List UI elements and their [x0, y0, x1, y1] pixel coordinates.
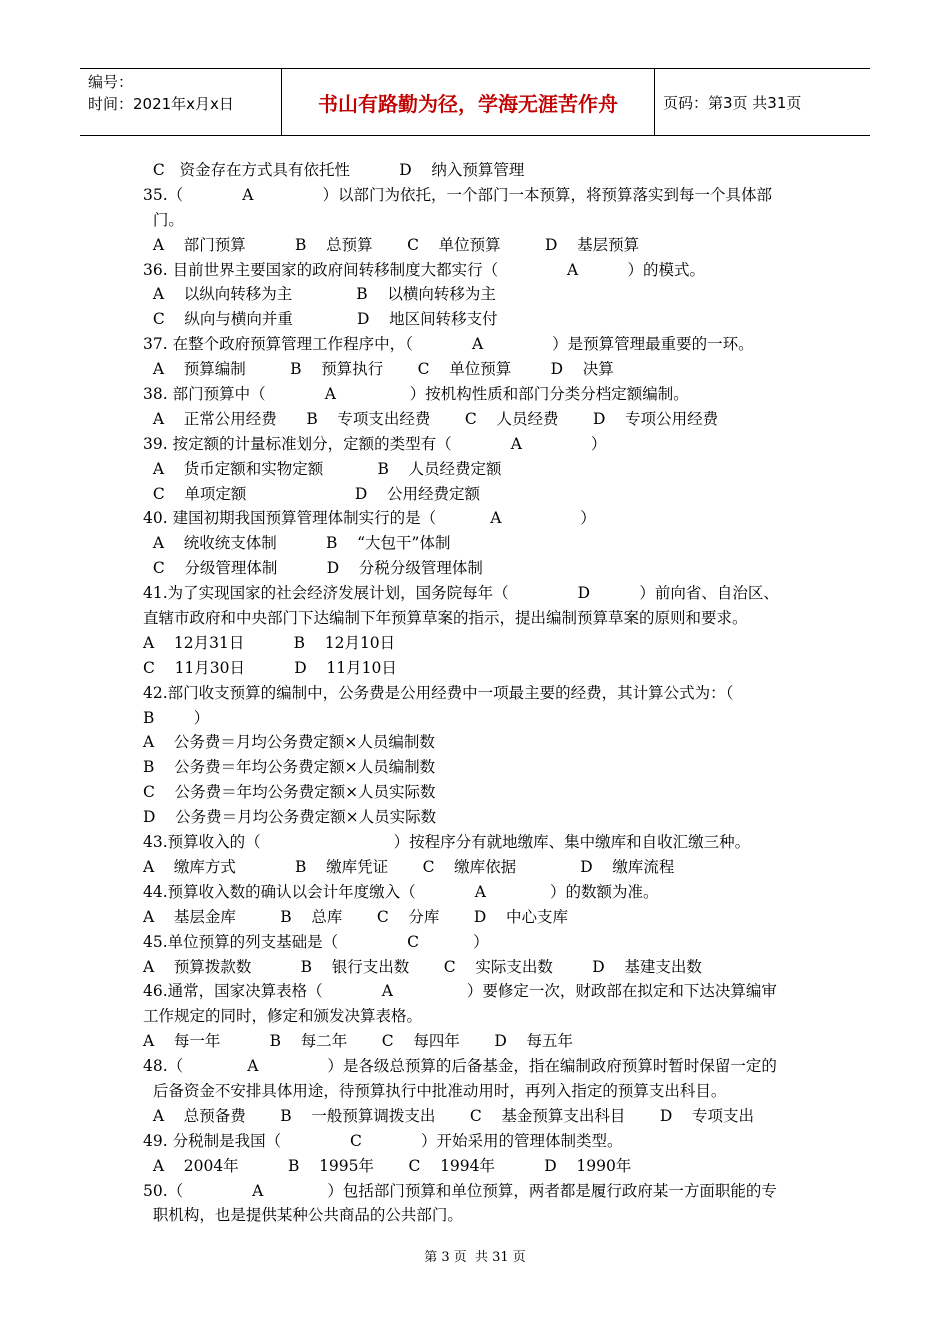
options-36: A 以纵向转移为主 B 以横向转移为主 [143, 285, 496, 304]
question-38: 38. 部门预算中（ A ）按机构性质和部门分类分档定额编制。 [143, 385, 689, 404]
options-36: C 纵向与横向并重 D 地区间转移支付 [143, 310, 498, 329]
question-50: 50.（ A ）包括部门预算和单位预算，两者都是履行政府某一方面职能的专 [143, 1181, 777, 1200]
options-42: D 公务费＝月均公务费定额×人员实际数 [143, 808, 437, 827]
header-motto: 书山有路勤为径，学海无涯苦作舟 [281, 69, 655, 135]
question-37: 37. 在整个政府预算管理工作程序中，（ A ）是预算管理最重要的一环。 [143, 335, 754, 354]
options-35: A 部门预算 B 总预算 C 单位预算 D 基层预算 [143, 235, 640, 254]
question-44: 44.预算收入数的确认以会计年度缴入（ A ）的数额为准。 [143, 882, 659, 901]
page-header [80, 68, 870, 136]
options-42: C 公务费＝年均公务费定额×人员实际数 [143, 783, 436, 802]
header-meta [80, 69, 281, 135]
options-38: A 正常公用经费 B 专项支出经费 C 人员经费 D 专项公用经费 [143, 409, 719, 428]
options-46: A 每一年 B 每二年 C 每四年 D 每五年 [143, 1032, 573, 1051]
options-37: A 预算编制 B 预算执行 C 单位预算 D 决算 [143, 360, 614, 379]
options-42: B 公务费＝年均公务费定额×人员编制数 [143, 758, 436, 777]
options-39: C 单项定额 D 公用经费定额 [143, 484, 480, 503]
header-page-number: 页码：第3页 共31页 [663, 93, 802, 112]
document-date-label: 时间：2021年x月x日 [88, 95, 234, 113]
text-line: 后备资金不安排具体用途，待预算执行中批准动用时，再列入指定的预算支出科目。 [143, 1081, 727, 1100]
options-39: A 货币定额和实物定额 B 人员经费定额 [143, 459, 502, 478]
page-footer [0, 1246, 950, 1265]
options-42: A 公务费＝月均公务费定额×人员编制数 [143, 733, 435, 752]
text-line: C 资金存在方式具有依托性 D 纳入预算管理 [143, 161, 525, 179]
footer-page-number: 第 3 页 共 31 页 [424, 1250, 526, 1265]
options-48: A 总预备费 B 一般预算调拨支出 C 基金预算支出科目 D 专项支出 [143, 1106, 755, 1125]
document-number-label: 编号： [88, 73, 134, 91]
question-48: 48.（ A ）是各级总预算的后备基金，指在编制政府预算时暂时保留一定的 [143, 1057, 777, 1076]
text-line: 门。 [143, 210, 184, 229]
question-body [143, 158, 823, 1228]
question-42: 42.部门收支预算的编制中，公务费是公用经费中一项最主要的经费，其计算公式为：（ [143, 683, 734, 702]
options-41: A 12月31日 B 12月10日 [143, 633, 396, 652]
options-41: C 11月30日 D 11月10日 [143, 658, 397, 677]
question-45: 45.单位预算的列支基础是（ C ） [143, 932, 489, 951]
options-40: A 统收统支体制 B “大包干”体制 [143, 534, 451, 553]
options-44: A 基层金库 B 总库 C 分库 D 中心支库 [143, 907, 569, 926]
text-line: 直辖市政府和中央部门下达编制下年预算草案的指示，提出编制预算草案的原则和要求。 [143, 609, 748, 628]
question-43: 43.预算收入的（ ）按程序分有就地缴库、集中缴库和自收汇缴三种。 [143, 833, 751, 852]
text-line: 职机构，也是提供某种公共商品的公共部门。 [143, 1206, 463, 1225]
text-line: B ） [143, 708, 210, 727]
options-40: C 分级管理体制 D 分税分级管理体制 [143, 559, 483, 578]
question-41: 41.为了实现国家的社会经济发展计划，国务院每年（ D ）前向省、自治区、 [143, 584, 779, 603]
question-39: 39. 按定额的计量标准划分，定额的类型有（ A ） [143, 434, 607, 453]
question-36: 36. 目前世界主要国家的政府间转移制度大都实行（ A ）的模式。 [143, 260, 706, 279]
question-46: 46.通常，国家决算表格（ A ）要修定一次，财政部在拟定和下达决算编审 [143, 982, 777, 1001]
text-line: 工作规定的同时，修定和颁发决算表格。 [143, 1007, 423, 1026]
question-49: 49. 分税制是我国（ C ）开始采用的管理体制类型。 [143, 1131, 623, 1150]
question-35: 35.（ A ）以部门为依托，一个部门一本预算，将预算落实到每一个具体部 [143, 185, 772, 204]
options-45: A 预算拨款数 B 银行支出数 C 实际支出数 D 基建支出数 [143, 957, 702, 976]
options-49: A 2004年 B 1995年 C 1994年 D 1990年 [143, 1156, 632, 1175]
options-43: A 缴库方式 B 缴库凭证 C 缴库依据 D 缴库流程 [143, 857, 675, 876]
question-40: 40. 建国初期我国预算管理体制实行的是（ A ） [143, 509, 596, 528]
